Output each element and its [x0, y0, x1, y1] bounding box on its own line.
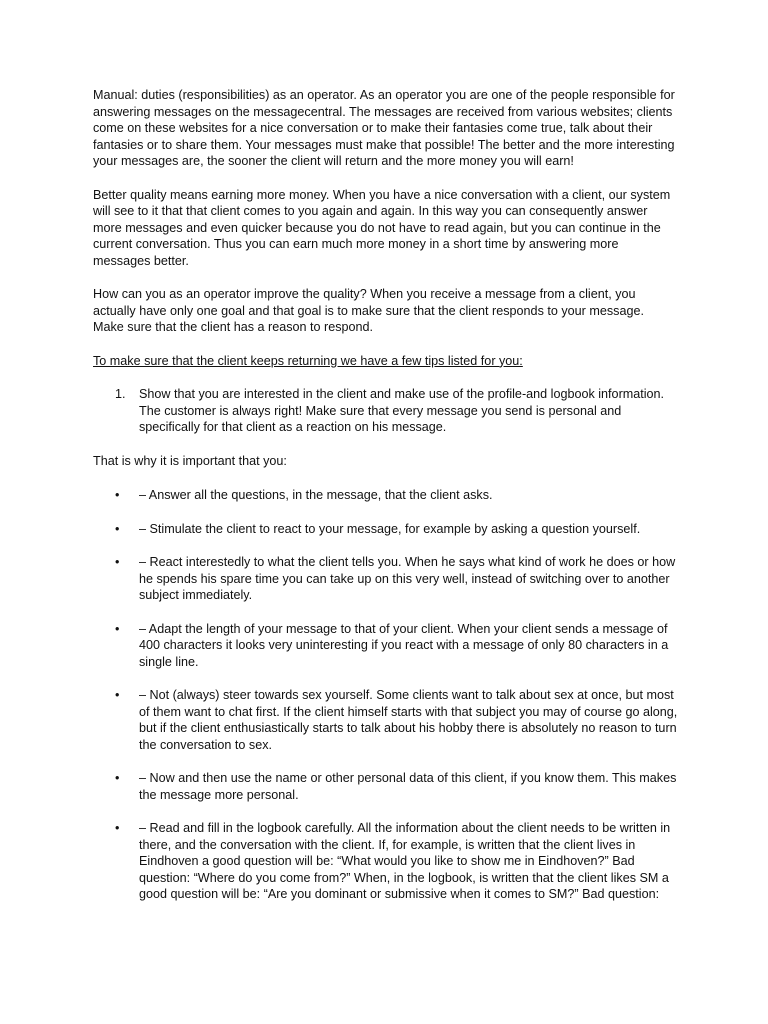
bullet-text: – Stimulate the client to react to your message, for example by asking a question yourself.: [139, 521, 641, 536]
bullet-item: [93, 554, 678, 604]
bullet-text: – React interestedly to what the client tells you. When he says what kind of work he does or how he spends his spare time you can take up on this very well, instead of switching over to another subject immediately.: [139, 555, 676, 602]
bullet-item: [93, 820, 678, 903]
bullet-item: [93, 770, 678, 803]
quality-paragraph: Better quality means earning more money. When you have a nice conversation with a client, our system will see to it that that client comes to you again and again. In this way you can consequently answer more messages and even quicker because you do not have to read again, but you can continue in the current conversation. Thus you can earn much more money in a short time by answering more messages better.: [93, 187, 671, 268]
bullet-item: [93, 621, 678, 671]
tips-heading: To make sure that the client keeps returning we have a few tips listed for you:: [93, 353, 523, 368]
bullet-text: – Answer all the questions, in the message, that the client asks.: [139, 488, 493, 502]
bullet-item: [93, 521, 678, 538]
bullet-icon: •: [115, 771, 120, 785]
bullet-item: [93, 487, 678, 504]
bullet-text: – Not (always) steer towards sex yourself. Some clients want to talk about sex at once, but most of them want to chat first. If the client himself starts with that subject you may of course go along, but if the client enthusiastically starts to talk about his hobby there is absolutely no reason to turn the conversation to sex.: [139, 688, 678, 752]
bullet-item: [93, 687, 678, 753]
bullet-icon: •: [115, 521, 120, 536]
numbered-list-item: [93, 386, 678, 436]
bullet-icon: •: [115, 688, 120, 702]
intro-paragraph: Manual: duties (responsibilities) as an operator. As an operator you are one of the people responsible for answering messages on the messagecentral. The messages are received from various websites; clients come on these websites for a nice conversation or to make their fantasies come true, talk about their fantasies or to share them. Your messages must make that possible! The better and the more interesting your messages are, the sooner the client will return and the more money you will earn!: [93, 88, 675, 168]
bullet-icon: •: [115, 555, 120, 569]
list-number: 1.: [115, 387, 126, 401]
bullet-icon: •: [115, 821, 120, 835]
improve-paragraph: How can you as an operator improve the quality? When you receive a message from a client, you actually have only one goal and that goal is to make sure that the client responds to your message. Make sure that the client has a reason to respond.: [93, 287, 644, 334]
bullet-text: – Now and then use the name or other personal data of this client, if you know them. This makes the message more personal.: [139, 771, 677, 802]
bullet-list: [93, 487, 678, 903]
bullet-text: – Adapt the length of your message to that of your client. When your client sends a message of 400 characters it looks very uninteresting if you react with a message of only 80 characters in a single line.: [139, 621, 669, 669]
bullet-text: – Read and fill in the logbook carefully. All the information about the client needs to be written in there, and the conversation with the client. If, for example, is written that the client lives in Eindhoven a good question will be: “What would you like to show me in Eindhoven?” Bad question: “Where do you come from?” When, in the logbook, is written that the client likes SM a good question will be: “Are you dominant or submissive when it comes to SM?” Bad question:: [139, 821, 671, 901]
bullet-icon: •: [115, 621, 120, 636]
lead-text: That is why it is important that you:: [93, 453, 287, 468]
list-item-text: Show that you are interested in the client and make use of the profile-and logbook information. The customer is always right! Make sure that every message you send is personal and specifically for that client as a reaction on his message.: [139, 387, 665, 434]
bullet-icon: •: [115, 488, 120, 502]
